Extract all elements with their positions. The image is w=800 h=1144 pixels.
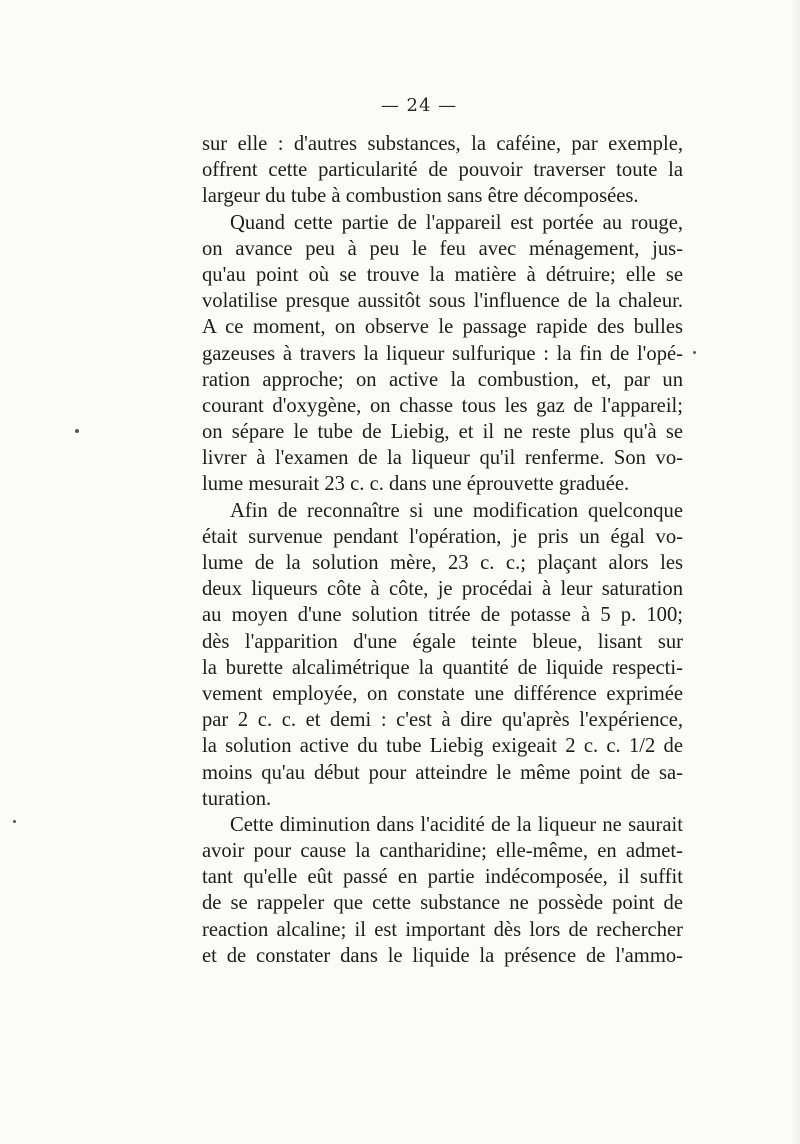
text-line: de se rappeler que cette substance ne possède point de <box>202 892 683 915</box>
text-line: et de constater dans le liquide la présence de l'ammo- <box>202 944 683 967</box>
text-line: gazeuses à travers la liqueur sulfurique : la fin de l'opé- <box>202 342 683 365</box>
text-line: au moyen d'une solution titrée de potasse à 5 p. 100; <box>202 604 683 627</box>
text-line: lume de la solution mère, 23 c. c.; plaçant alors les <box>202 552 683 574</box>
text-line: A ce moment, on observe le passage rapide des bulles <box>202 316 683 339</box>
print-speck <box>75 429 79 433</box>
text-line: on avance peu à peu le feu avec ménagement, jus- <box>202 237 683 260</box>
text-line: reaction alcaline; il est important dès lors de rechercher <box>202 918 683 941</box>
text-line: courant d'oxygène, on chasse tous les gaz de l'appareil; <box>202 394 683 417</box>
text-line: par 2 c. c. et demi : c'est à dire qu'après l'expérience, <box>202 709 683 732</box>
print-speck <box>13 820 16 823</box>
text-line: tant qu'elle eût passé en partie indécomposée, il suffit <box>202 866 683 889</box>
body-text <box>202 131 683 969</box>
page-number: — 24 — <box>380 95 458 116</box>
text-line: la solution active du tube Liebig exigeait 2 c. c. 1/2 de <box>202 735 683 758</box>
text-line: dès l'apparition d'une égale teinte bleue, lisant sur <box>202 630 683 653</box>
text-line: vement employée, on constate une différence exprimée <box>202 682 683 705</box>
text-line: on sépare le tube de Liebig, et il ne reste plus qu'à se <box>202 421 683 444</box>
text-line: moins qu'au début pour atteindre le même point de sa- <box>202 761 683 784</box>
text-line: Afin de reconnaître si une modification quelconque <box>230 499 683 522</box>
text-line: largeur du tube à combustion sans être décomposées. <box>202 185 639 208</box>
text-line: deux liqueurs côte à côte, je procédai à leur saturation <box>202 578 683 601</box>
text-line: la burette alcalimétrique la quantité de liquide respecti- <box>202 656 683 679</box>
text-line: était survenue pendant l'opération, je pris un égal vo- <box>202 525 683 548</box>
text-line: Cette diminution dans l'acidité de la liqueur ne saurait <box>230 813 683 836</box>
text-line: livrer à l'examen de la liqueur qu'il renferme. Son vo- <box>202 447 683 470</box>
text-line: lume mesurait 23 c. c. dans une éprouvette graduée. <box>202 473 630 496</box>
text-line: volatilise presque aussitôt sous l'influence de la chaleur. <box>202 290 683 313</box>
print-speck <box>693 351 696 354</box>
text-line: Quand cette partie de l'appareil est portée au rouge, <box>230 211 683 234</box>
text-line: qu'au point où se trouve la matière à détruire; elle se <box>202 263 683 286</box>
text-line: sur elle : d'autres substances, la caféine, par exemple, <box>202 133 683 155</box>
text-line: turation. <box>202 787 272 810</box>
text-line: ration approche; on active la combustion, et, par un <box>202 368 683 391</box>
text-line: offrent cette particularité de pouvoir traverser toute la <box>202 159 683 182</box>
page-edge-shadow <box>790 0 800 1144</box>
text-line: avoir pour cause la cantharidine; elle-même, en admet- <box>202 840 683 863</box>
